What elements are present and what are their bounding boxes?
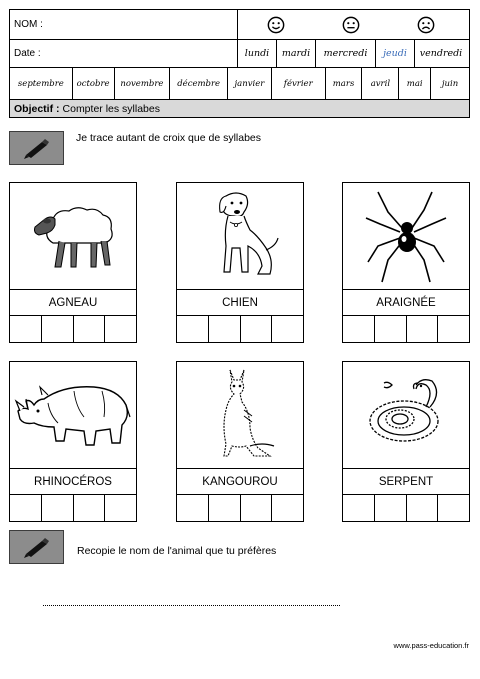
- snake-icon: [364, 377, 448, 453]
- animal-picture: [177, 183, 303, 290]
- syllable-cells: [343, 316, 469, 342]
- syllable-cells: [177, 495, 303, 521]
- pen-icon: [20, 535, 54, 559]
- syllable-cell[interactable]: [177, 495, 208, 521]
- syllable-cell[interactable]: [208, 316, 240, 342]
- animal-card-chien: [176, 182, 304, 343]
- day-vendredi[interactable]: vendredi: [414, 40, 467, 67]
- month-novembre[interactable]: novembre: [114, 68, 170, 99]
- month-octobre[interactable]: octobre: [72, 68, 114, 99]
- syllable-cell[interactable]: [271, 316, 303, 342]
- animal-name: SERPENT: [343, 469, 469, 495]
- month-fevrier[interactable]: février: [271, 68, 325, 99]
- syllable-cell[interactable]: [374, 316, 406, 342]
- instruction-copy-name: Recopie le nom de l'animal que tu préfères: [77, 545, 277, 557]
- syllable-cell[interactable]: [104, 316, 136, 342]
- syllable-cells: [177, 316, 303, 342]
- month-avril[interactable]: avril: [361, 68, 398, 99]
- dog-icon: [200, 186, 280, 286]
- syllable-cell[interactable]: [343, 316, 374, 342]
- animal-name: KANGOUROU: [177, 469, 303, 495]
- syllable-cell[interactable]: [73, 495, 105, 521]
- sad-face-icon[interactable]: [388, 10, 463, 39]
- syllable-cell[interactable]: [73, 316, 105, 342]
- rhinoceros-icon: [14, 377, 132, 453]
- pen-icon-box: [9, 131, 64, 165]
- objective-bar: [10, 100, 469, 117]
- syllable-cell[interactable]: [10, 316, 41, 342]
- day-lundi[interactable]: lundi: [244, 48, 270, 59]
- answer-line[interactable]: [43, 605, 340, 606]
- animal-card-kangourou: [176, 361, 304, 522]
- name-label: NOM :: [14, 19, 43, 30]
- animal-name: RHINOCÉROS: [10, 469, 136, 495]
- animal-picture: [177, 362, 303, 469]
- day-mercredi[interactable]: mercredi: [315, 40, 375, 67]
- animal-picture: [10, 362, 136, 469]
- header-table: [9, 9, 470, 118]
- objective-label: Objectif :: [14, 102, 60, 115]
- month-janvier[interactable]: janvier: [227, 68, 271, 99]
- syllable-cell[interactable]: [10, 495, 41, 521]
- name-row: [10, 10, 469, 40]
- pen-icon-box-2: [9, 530, 64, 564]
- syllable-cell[interactable]: [271, 495, 303, 521]
- syllable-cell[interactable]: [240, 495, 272, 521]
- animal-name: CHIEN: [177, 290, 303, 316]
- animal-name: ARAIGNÉE: [343, 290, 469, 316]
- syllable-cells: [10, 495, 136, 521]
- month-septembre[interactable]: septembre: [17, 78, 64, 89]
- animal-card-serpent: [342, 361, 470, 522]
- animal-card-rhinoceros: [9, 361, 137, 522]
- month-juin[interactable]: juin: [430, 68, 469, 99]
- syllable-cells: [343, 495, 469, 521]
- date-label: Date :: [14, 48, 41, 59]
- spider-icon: [364, 188, 448, 284]
- syllable-cell[interactable]: [406, 316, 438, 342]
- day-mardi[interactable]: mardi: [276, 40, 315, 67]
- pen-icon: [20, 136, 54, 160]
- day-jeudi[interactable]: jeudi: [375, 40, 414, 67]
- animal-picture: [343, 183, 469, 290]
- syllable-cell[interactable]: [437, 495, 469, 521]
- month-mars[interactable]: mars: [325, 68, 362, 99]
- animal-card-araignee: [342, 182, 470, 343]
- syllable-cell[interactable]: [406, 495, 438, 521]
- syllable-cell[interactable]: [41, 495, 73, 521]
- syllable-cell[interactable]: [177, 316, 208, 342]
- kangaroo-icon: [204, 366, 276, 464]
- month-row: [10, 68, 469, 100]
- animal-picture: [343, 362, 469, 469]
- syllable-cell[interactable]: [208, 495, 240, 521]
- smiley-scale: [237, 10, 463, 39]
- syllable-cell[interactable]: [240, 316, 272, 342]
- syllable-cell[interactable]: [41, 316, 73, 342]
- neutral-face-icon[interactable]: [313, 10, 388, 39]
- month-decembre[interactable]: décembre: [169, 68, 227, 99]
- syllable-cell[interactable]: [437, 316, 469, 342]
- animal-picture: [10, 183, 136, 290]
- date-row: [10, 40, 469, 68]
- syllable-cells: [10, 316, 136, 342]
- syllable-cell[interactable]: [343, 495, 374, 521]
- syllable-cell[interactable]: [104, 495, 136, 521]
- lamb-icon: [25, 197, 121, 275]
- footer-url: www.pass-education.fr: [393, 641, 469, 650]
- weekday-selector: [237, 40, 467, 67]
- objective-text: Compter les syllabes: [62, 102, 160, 115]
- animal-name: AGNEAU: [10, 290, 136, 316]
- syllable-cell[interactable]: [374, 495, 406, 521]
- month-mai[interactable]: mai: [398, 68, 430, 99]
- instruction-count-syllables: Je trace autant de croix que de syllabes: [76, 132, 262, 144]
- animal-card-agneau: [9, 182, 137, 343]
- happy-face-icon[interactable]: [238, 10, 313, 39]
